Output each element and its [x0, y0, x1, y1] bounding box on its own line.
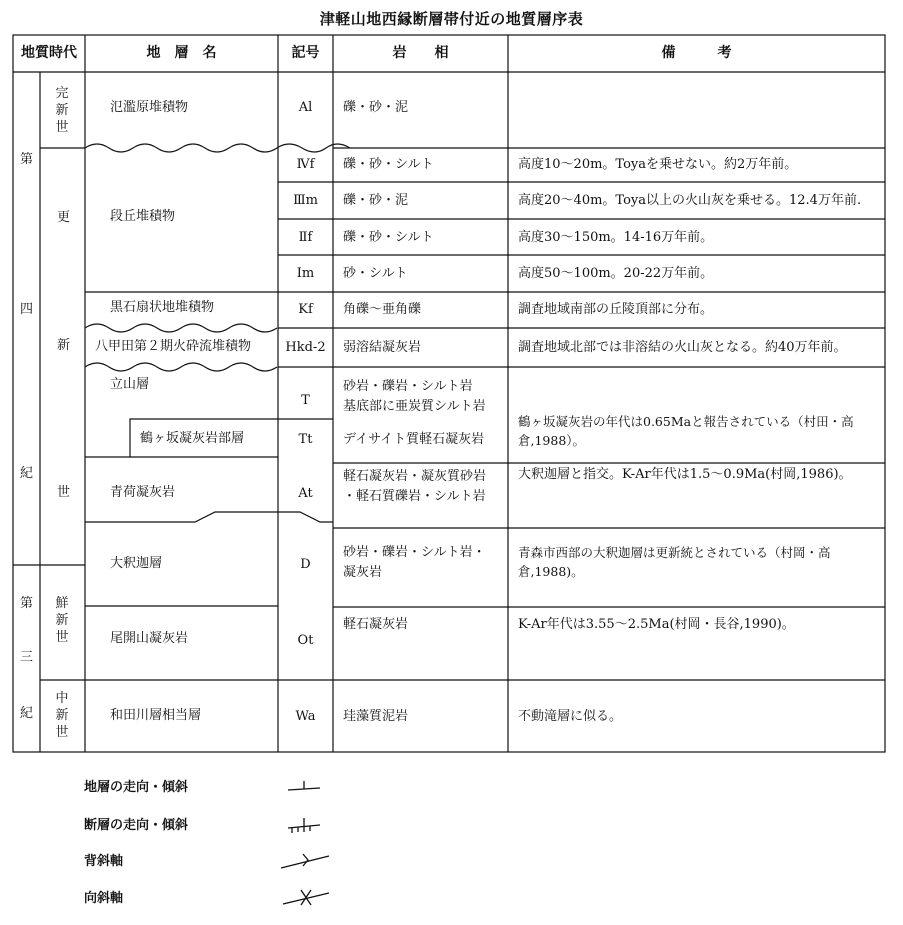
header-remarks: 備 考	[661, 45, 732, 61]
syncline-axis-icon	[283, 890, 329, 905]
lithology-cell: 砂・シルト	[343, 266, 408, 281]
formation-symbol: At	[298, 486, 313, 501]
formation-symbol: T	[301, 393, 310, 408]
legend-label: 地層の走向・傾斜	[84, 780, 189, 795]
lithology-cell: 礫・砂・泥	[343, 100, 409, 115]
formation-name: 黒石扇状地堆積物	[110, 300, 215, 315]
lithology-cell: 礫・砂・シルト	[343, 157, 434, 172]
remarks-cell: 高度50～100m。20-22万年前。	[518, 266, 714, 281]
header-formation: 地 層 名	[146, 45, 217, 61]
lithology-cell: 弱溶結凝灰岩	[343, 340, 422, 355]
formation-name: 大釈迦層	[110, 556, 163, 571]
formation-name: 鶴ヶ坂凝灰岩部層	[140, 431, 245, 446]
legend-label: 背斜軸	[84, 854, 124, 869]
remarks-cell: K-Ar年代は3.55～2.5Ma(村岡・長谷,1990)。	[518, 617, 795, 632]
formation-name: 和田川層相当層	[110, 708, 202, 723]
anticline-axis-icon	[281, 854, 329, 868]
remarks-cell: 大釈迦層と指交。K-Ar年代は1.5～0.9Ma(村岡,1986)。	[518, 467, 852, 482]
formation-symbol: Ⅲm	[293, 193, 318, 208]
remarks-cell: 不動滝層に似る。	[518, 709, 623, 724]
header-symbol: 記号	[291, 45, 320, 61]
remarks-cell: 高度10～20m。Toyaを乗せない。約2万年前。	[518, 157, 798, 172]
formation-symbol: Ⅰm	[296, 266, 315, 281]
formation-name: 立山層	[110, 377, 150, 392]
lithology-cell: 礫・砂・シルト	[343, 230, 434, 245]
remarks-cell: 高度20～40m。Toya以上の火山灰を乗せる。12.4万年前.	[518, 193, 862, 208]
epoch-holocene: 完新世	[55, 86, 69, 135]
lithology-cell: 角礫～亜角礫	[343, 302, 422, 317]
formation-name: 青荷凝灰岩	[110, 485, 176, 500]
remarks-cell: 鶴ヶ坂凝灰岩の年代は0.65Maと報告されている（村田・高倉,1988）。	[518, 414, 854, 448]
formation-symbol: Ⅱf	[298, 230, 313, 245]
formation-symbol: Ot	[297, 633, 314, 648]
formation-symbol: D	[300, 557, 311, 572]
formation-symbol: Al	[298, 100, 313, 115]
remarks-cell: 高度30～150m。14-16万年前。	[518, 230, 714, 245]
formation-symbol: Hkd-2	[285, 340, 326, 355]
lithology-cell: 砂岩・礫岩・シルト岩 基底部に亜炭質シルト岩	[343, 379, 486, 414]
strike-dip-icon	[288, 781, 320, 790]
epoch-pleistocene-2: 新	[57, 338, 71, 353]
lithology-cell: 軽石凝灰岩	[343, 617, 409, 632]
epoch-miocene: 中新世	[55, 691, 69, 740]
legend-label: 向斜軸	[84, 891, 124, 906]
remarks-cell: 青森市西部の大釈迦層は更新統とされている（村岡・高倉,1988)。	[518, 545, 831, 579]
epoch-pleistocene-1: 更	[57, 210, 71, 225]
formation-symbol: Tt	[298, 432, 313, 447]
remarks-cell: 調査地域南部の丘陵頂部に分布。	[518, 302, 714, 317]
formation-name: 段丘堆積物	[110, 209, 176, 224]
formation-name: 氾濫原堆積物	[110, 100, 189, 115]
epoch-pliocene: 鮮新世	[55, 596, 69, 645]
lithology-cell: 軽石凝灰岩・凝灰質砂岩 ・軽石質礫岩・シルト岩	[343, 469, 487, 504]
epoch-pleistocene-3: 世	[57, 485, 71, 500]
legend-label: 断層の走向・傾斜	[84, 818, 189, 833]
period-quaternary-1: 第	[20, 152, 34, 167]
header-age: 地質時代	[21, 45, 77, 61]
header-lithology: 岩 相	[392, 45, 449, 61]
period-tertiary-2: 三	[20, 650, 34, 665]
period-quaternary-3: 紀	[20, 466, 34, 481]
fault-strike-dip-icon	[288, 818, 320, 833]
period-tertiary-1: 第	[20, 596, 34, 611]
remarks-cell: 調査地域北部では非溶結の火山灰となる。約40万年前。	[518, 340, 847, 355]
lithology-cell: デイサイト質軽石凝灰岩	[343, 432, 485, 447]
period-tertiary-3: 紀	[20, 706, 34, 721]
lithology-cell: 砂岩・礫岩・シルト岩・ 凝灰岩	[343, 545, 486, 580]
formation-symbol: Wa	[295, 709, 316, 724]
lithology-cell: 礫・砂・泥	[343, 193, 409, 208]
formation-symbol: Kf	[298, 302, 313, 317]
formation-symbol: Ⅳf	[296, 157, 315, 172]
formation-name: 八甲田第２期火砕流堆積物	[95, 339, 252, 354]
page-title: 津軽山地西縁断層帯付近の地質層序表	[319, 10, 584, 28]
formation-name: 尾開山凝灰岩	[110, 631, 189, 646]
lithology-cell: 珪藻質泥岩	[343, 709, 409, 724]
period-quaternary-2: 四	[20, 302, 34, 317]
